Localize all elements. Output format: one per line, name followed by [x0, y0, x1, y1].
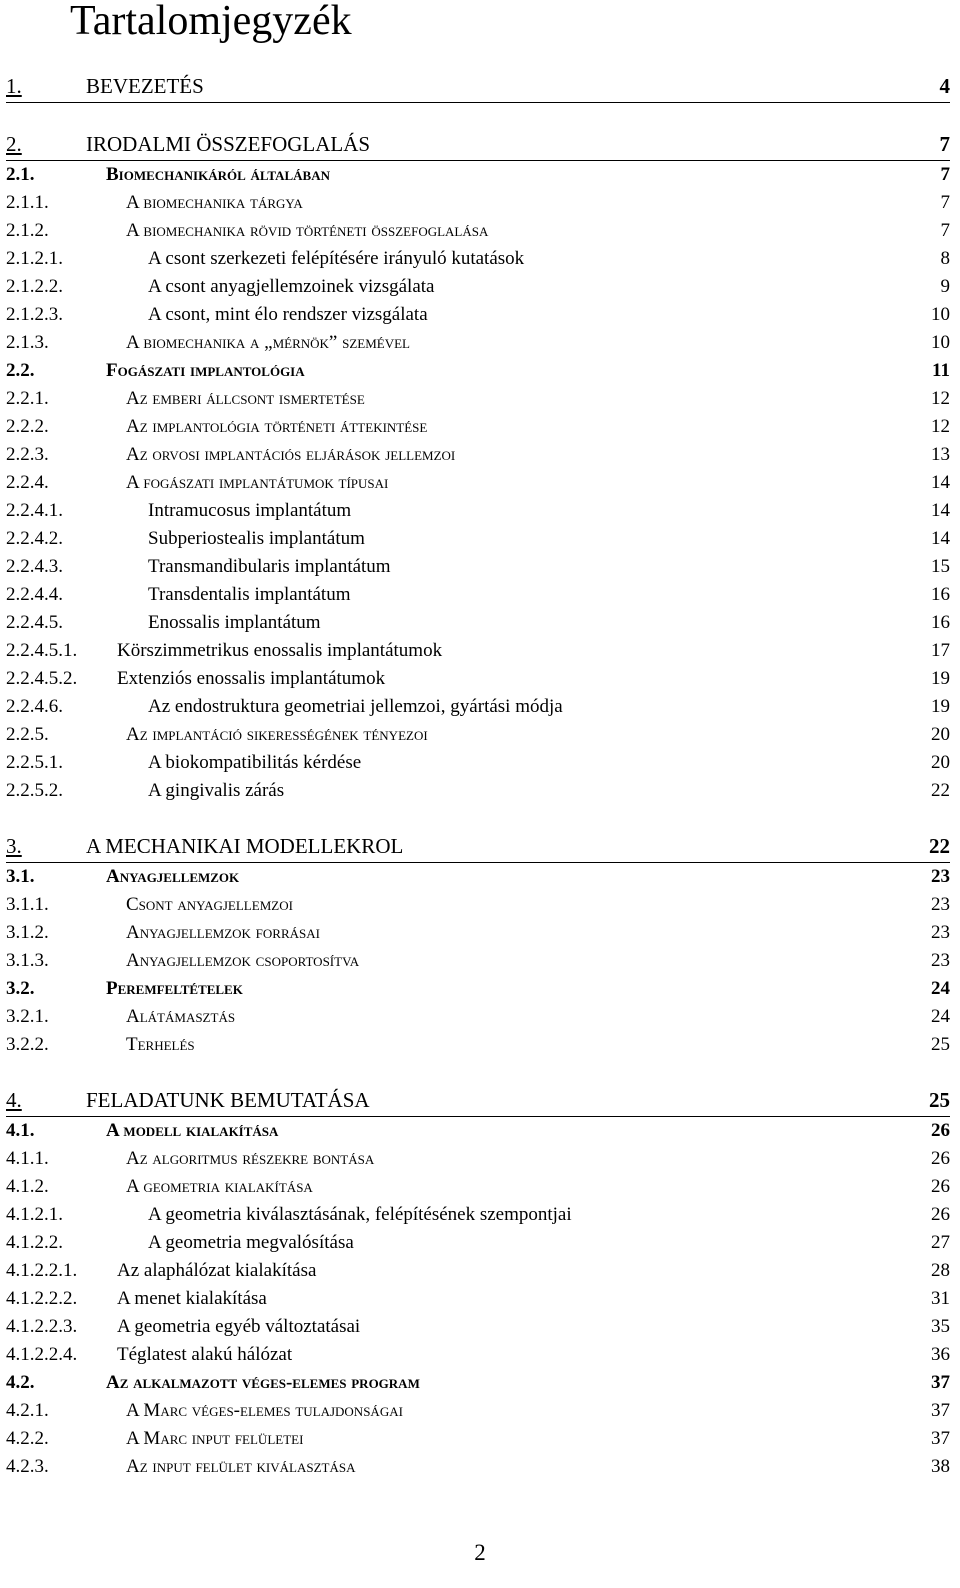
toc-entry-number: 4.: [6, 1088, 22, 1112]
toc-entry-number: 3.: [6, 834, 22, 858]
toc-entry-page: 26: [931, 1148, 950, 1169]
toc-entry-page: 14: [931, 472, 950, 493]
toc-entry-page: 7: [940, 220, 950, 241]
toc-entry-title: A biomechanika a „mérnök” szemével: [126, 332, 410, 353]
toc-entry-number: 4.1.2.: [6, 1176, 49, 1197]
toc-entry-row: [6, 1031, 950, 1059]
toc-entry-row: [6, 693, 950, 721]
toc-entry-number: 2.2.3.: [6, 444, 49, 465]
toc-entry-number: 3.2.: [6, 978, 35, 999]
toc-entry-row: [6, 1453, 950, 1481]
toc-entry-row: [6, 217, 950, 245]
toc-entry-title: Fogászati implantológia: [106, 360, 305, 381]
toc-entry-row: [6, 665, 950, 693]
toc-entry-page: 36: [931, 1344, 950, 1365]
toc-entry-title: Téglatest alakú hálózat: [117, 1344, 293, 1365]
toc-entry-title: Az alkalmazott véges-elemes program: [106, 1372, 420, 1393]
toc-entry-number: 2.2.: [6, 360, 35, 381]
toc-entry-page: 22: [931, 780, 950, 801]
toc-entry-row: [6, 749, 950, 777]
toc-entry-title: Transdentalis implantátum: [148, 584, 351, 605]
toc-entry-number: 2.2.4.: [6, 472, 49, 493]
toc-entry-page: 26: [931, 1204, 950, 1225]
toc-entry-page: 22: [929, 834, 950, 858]
toc-entry-page: 27: [931, 1232, 950, 1253]
toc-entry-page: 23: [931, 922, 950, 943]
toc-entry-title: BEVEZETÉS: [86, 74, 204, 98]
toc-entry-title: Az alaphálózat kialakítása: [117, 1260, 317, 1281]
toc-entry-row: [6, 637, 950, 665]
toc-entry-page: 8: [940, 248, 950, 269]
toc-entry-row: [6, 1313, 950, 1341]
toc-entry-number: 4.1.2.2.3.: [6, 1316, 78, 1337]
toc-entry-title: Biomechanikáról általában: [106, 164, 331, 185]
toc-entry-title: A Marc véges-elemes tulajdonságai: [126, 1400, 403, 1421]
toc-entry-row: [6, 581, 950, 609]
toc-entry-title: FELADATUNK BEMUTATÁSA: [86, 1088, 370, 1112]
toc-entry-page: 11: [932, 360, 950, 381]
toc-entry-title: Terhelés: [126, 1034, 195, 1055]
toc-entry-title: Alátámasztás: [126, 1006, 236, 1027]
toc-entry-row: [6, 777, 950, 805]
toc-entry-page: 13: [931, 444, 950, 465]
toc-chapter-row: [6, 129, 950, 161]
toc-entry-row: [6, 1397, 950, 1425]
toc-entry-page: 10: [931, 332, 950, 353]
toc-entry-number: 2.2.5.1.: [6, 752, 63, 773]
toc-entry-row: [6, 189, 950, 217]
toc-entry-number: 2.1.1.: [6, 192, 49, 213]
toc-entry-row: [6, 497, 950, 525]
toc-entry-row: [6, 947, 950, 975]
toc-entry-page: 16: [931, 584, 950, 605]
toc-entry-row: [6, 525, 950, 553]
toc-entry-page: 26: [931, 1176, 950, 1197]
toc-entry-number: 3.2.2.: [6, 1034, 49, 1055]
toc-entry-number: 4.2.: [6, 1372, 35, 1393]
toc-entry-title: Az implantológia történeti áttekintése: [126, 416, 428, 437]
toc-entry-title: A biomechanika tárgya: [126, 192, 303, 213]
toc-entry-title: Intramucosus implantátum: [148, 500, 352, 521]
toc-entry-number: 2.2.4.5.1.: [6, 640, 78, 661]
toc-entry-row: [6, 385, 950, 413]
toc-entry-row: [6, 975, 950, 1003]
toc-entry-page: 24: [931, 978, 950, 999]
toc-entry-title: A Marc input felületei: [126, 1428, 304, 1449]
toc-entry-title: A gingivalis zárás: [148, 780, 285, 801]
toc-entry-page: 17: [931, 640, 950, 661]
toc-entry-page: 20: [931, 724, 950, 745]
toc-chapter-row: [6, 831, 950, 863]
toc-entry-number: 2.2.4.5.2.: [6, 668, 78, 689]
toc-entry-title: Az emberi állcsont ismertetése: [126, 388, 365, 409]
toc-entry-title: IRODALMI ÖSSZEFOGLALÁS: [86, 132, 371, 156]
toc-entry-number: 2.2.4.4.: [6, 584, 63, 605]
toc-entry-number: 3.1.: [6, 866, 35, 887]
toc-entry-page: 23: [931, 866, 950, 887]
toc-entry-title: Anyagjellemzok: [106, 866, 240, 887]
toc-entry-number: 4.1.2.2.: [6, 1232, 63, 1253]
toc-entry-number: 2.1.2.1.: [6, 248, 63, 269]
toc-entry-page: 37: [931, 1428, 950, 1449]
toc-entry-row: [6, 1117, 950, 1145]
toc-entry-row: [6, 441, 950, 469]
toc-entry-row: [6, 1145, 950, 1173]
toc-entry-row: [6, 1257, 950, 1285]
toc-entry-number: 2.2.1.: [6, 388, 49, 409]
toc-entry-title: Az endostruktura geometriai jellemzoi, gyártási módja: [148, 696, 563, 717]
toc-entry-title: Anyagjellemzok forrásai: [126, 922, 320, 943]
toc-entry-number: 2.2.4.6.: [6, 696, 63, 717]
toc-entry-row: [6, 329, 950, 357]
toc-entry-page: 35: [931, 1316, 950, 1337]
toc-entry-title: Extenziós enossalis implantátumok: [117, 668, 386, 689]
toc-entry-page: 25: [931, 1034, 950, 1055]
toc-entry-number: 2.2.5.: [6, 724, 49, 745]
toc-entry-row: [6, 1425, 950, 1453]
toc-entry-title: A csont, mint élo rendszer vizsgálata: [148, 304, 428, 325]
toc-chapter-row: [6, 1085, 950, 1117]
toc-entry-title: Az implantáció sikerességének tényezoi: [126, 724, 428, 745]
toc-entry-page: 15: [931, 556, 950, 577]
toc-entry-number: 3.1.3.: [6, 950, 49, 971]
toc-entry-title: A geometria kiválasztásának, felépítésének szempontjai: [148, 1204, 572, 1225]
toc-entry-number: 2.2.2.: [6, 416, 49, 437]
toc-entry-page: 10: [931, 304, 950, 325]
toc-entry-title: Enossalis implantátum: [148, 612, 321, 633]
toc-entry-title: Körszimmetrikus enossalis implantátumok: [117, 640, 443, 661]
toc-entry-page: 38: [931, 1456, 950, 1477]
toc-entry-number: 2.2.4.3.: [6, 556, 63, 577]
toc-entry-number: 2.2.4.1.: [6, 500, 63, 521]
toc-entry-title: A biokompatibilitás kérdése: [148, 752, 362, 773]
toc-entry-title: Az orvosi implantációs eljárások jellemzoi: [126, 444, 456, 465]
toc-entry-title: A fogászati implantátumok típusai: [126, 472, 389, 493]
toc-entry-number: 2.1.3.: [6, 332, 49, 353]
toc-entry-page: 37: [931, 1372, 950, 1393]
toc-entry-page: 12: [931, 388, 950, 409]
toc-entry-number: 4.1.2.2.2.: [6, 1288, 78, 1309]
toc-entry-title: Transmandibularis implantátum: [148, 556, 391, 577]
toc-entry-number: 2.1.: [6, 164, 35, 185]
toc-entry-page: 19: [931, 668, 950, 689]
toc-chapter-row: [6, 71, 950, 103]
toc-entry-row: [6, 1369, 950, 1397]
toc-entry-number: 4.1.: [6, 1120, 35, 1141]
toc-entry-number: 4.1.1.: [6, 1148, 49, 1169]
toc-entry-number: 2.2.4.5.: [6, 612, 63, 633]
toc-entry-row: [6, 1173, 950, 1201]
toc-entry-number: 2.2.5.2.: [6, 780, 63, 801]
toc-entry-page: 7: [940, 192, 950, 213]
toc-entry-page: 31: [931, 1288, 950, 1309]
toc-entry-row: [6, 1229, 950, 1257]
toc-entry-number: 4.1.2.2.1.: [6, 1260, 78, 1281]
toc-entry-number: 4.2.3.: [6, 1456, 49, 1477]
toc-entry-row: [6, 721, 950, 749]
toc-entry-row: [6, 1341, 950, 1369]
toc-entry-title: A biomechanika rövid történeti összefoglalása: [126, 220, 489, 241]
toc-entry-page: 25: [929, 1088, 950, 1112]
toc-entry-number: 2.1.2.3.: [6, 304, 63, 325]
toc-entry-number: 4.2.1.: [6, 1400, 49, 1421]
toc-entry-page: 20: [931, 752, 950, 773]
toc-entry-row: [6, 1285, 950, 1313]
toc-entry-number: 4.1.2.1.: [6, 1204, 63, 1225]
toc-entry-row: [6, 245, 950, 273]
toc-entry-row: [6, 1003, 950, 1031]
toc-entry-page: 14: [931, 528, 950, 549]
toc-entry-number: 2.1.2.2.: [6, 276, 63, 297]
toc-entry-title: Peremfeltételek: [106, 978, 243, 999]
toc-entry-page: 4: [939, 74, 950, 98]
toc-entry-number: 4.2.2.: [6, 1428, 49, 1449]
toc-entry-row: [6, 469, 950, 497]
page-title: Tartalomjegyzék: [70, 0, 352, 44]
toc-entry-number: 2.: [6, 132, 22, 156]
toc-entry-number: 1.: [6, 74, 22, 98]
toc-entry-row: [6, 919, 950, 947]
toc-entry-title: A geometria egyéb változtatásai: [117, 1316, 361, 1337]
toc-entry-row: [6, 413, 950, 441]
toc-entry-row: [6, 553, 950, 581]
toc-entry-title: A modell kialakítása: [106, 1120, 279, 1141]
toc-entry-page: 37: [931, 1400, 950, 1421]
toc-entry-page: 28: [931, 1260, 950, 1281]
toc-entry-row: [6, 891, 950, 919]
page-number: 2: [474, 1540, 486, 1565]
toc-entry-page: 14: [931, 500, 950, 521]
toc-entry-number: 2.1.2.: [6, 220, 49, 241]
toc-entry-row: [6, 609, 950, 637]
toc-entry-number: 3.1.2.: [6, 922, 49, 943]
toc-entry-number: 4.1.2.2.4.: [6, 1344, 78, 1365]
toc-entry-title: Az input felület kiválasztása: [126, 1456, 356, 1477]
toc-entry-title: A MECHANIKAI MODELLEKROL: [86, 834, 404, 858]
toc-entry-page: 16: [931, 612, 950, 633]
toc-entry-title: A menet kialakítása: [117, 1288, 267, 1309]
toc-entry-title: A csont szerkezeti felépítésére irányuló kutatások: [148, 248, 525, 269]
toc-entry-row: [6, 357, 950, 385]
toc-entry-number: 3.1.1.: [6, 894, 49, 915]
toc-entry-number: 2.2.4.2.: [6, 528, 63, 549]
toc-entry-row: [6, 1201, 950, 1229]
toc-entry-title: Anyagjellemzok csoportosítva: [126, 950, 360, 971]
toc-entry-title: Csont anyagjellemzoi: [126, 894, 293, 915]
toc-entry-page: 9: [940, 276, 950, 297]
toc-entry-number: 3.2.1.: [6, 1006, 49, 1027]
toc-entry-row: [6, 863, 950, 891]
toc-entry-title: A geometria kialakítása: [126, 1176, 313, 1197]
toc-entry-page: 24: [931, 1006, 950, 1027]
toc-entry-page: 7: [940, 164, 950, 185]
toc-entry-row: [6, 161, 950, 189]
toc-entry-page: 26: [931, 1120, 950, 1141]
toc-entry-page: 23: [931, 894, 950, 915]
toc-entry-row: [6, 301, 950, 329]
toc-entry-page: 12: [931, 416, 950, 437]
table-of-contents: [6, 71, 950, 1481]
toc-entry-title: A geometria megvalósítása: [148, 1232, 354, 1253]
toc-entry-page: 7: [939, 132, 950, 156]
toc-entry-page: 23: [931, 950, 950, 971]
toc-entry-page: 19: [931, 696, 950, 717]
toc-entry-title: Az algoritmus részekre bontása: [126, 1148, 375, 1169]
toc-entry-title: A csont anyagjellemzoinek vizsgálata: [148, 276, 435, 297]
toc-entry-row: [6, 273, 950, 301]
toc-entry-title: Subperiostealis implantátum: [148, 528, 365, 549]
